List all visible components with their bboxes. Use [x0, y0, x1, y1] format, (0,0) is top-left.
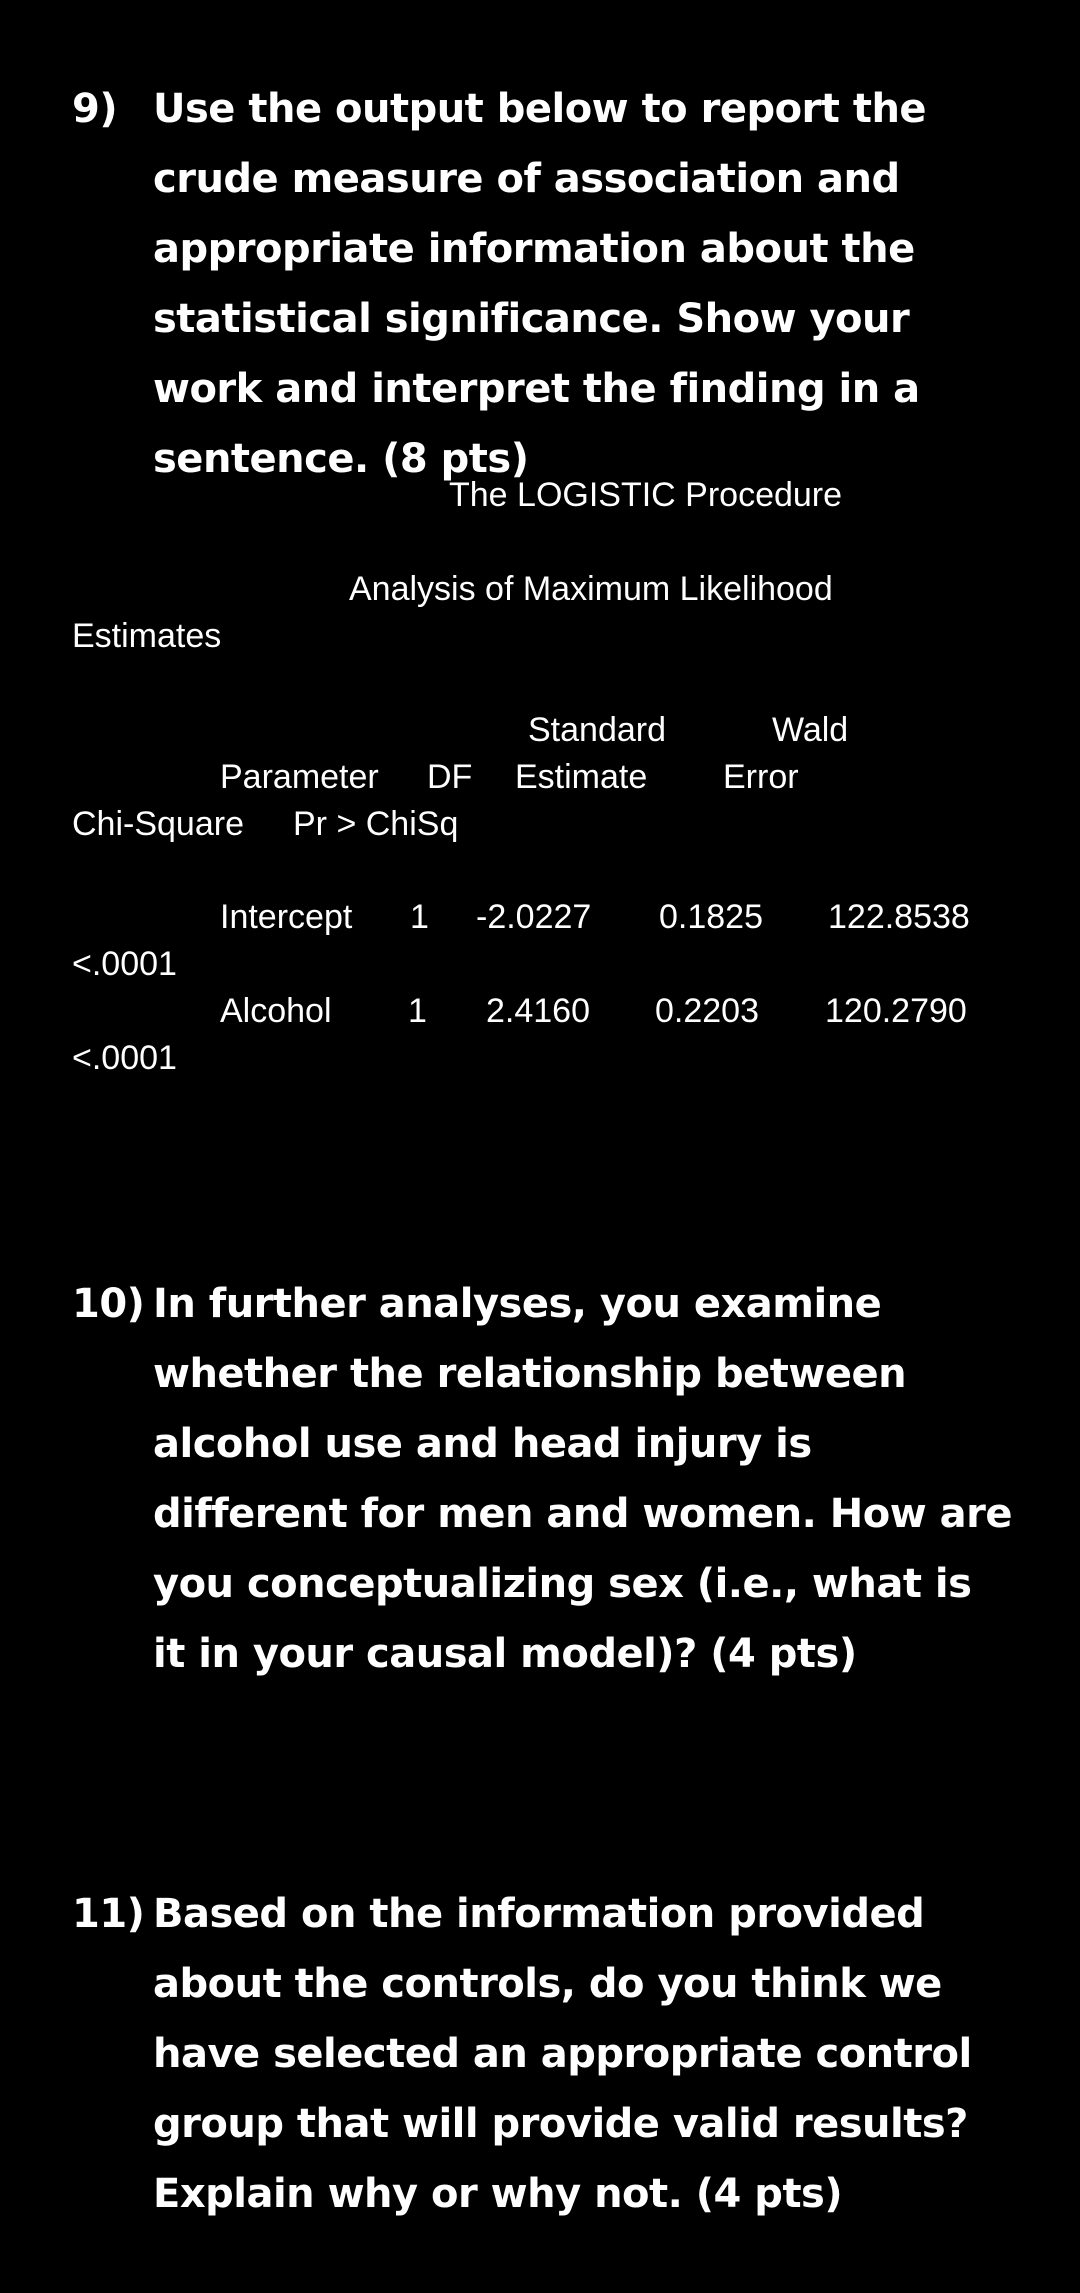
header-wald: Wald	[772, 711, 849, 749]
header-estimate: Estimate	[515, 758, 648, 796]
analysis-title-wrap: Estimates	[72, 617, 222, 655]
row-std-error: 0.1825	[659, 898, 763, 936]
question-9-number: 9)	[72, 86, 118, 132]
row-df: 1	[408, 992, 427, 1030]
row-estimate: -2.0227	[476, 898, 592, 936]
question-10-number: 10)	[72, 1281, 145, 1327]
header-parameter: Parameter	[220, 758, 379, 796]
header-error: Error	[723, 758, 799, 796]
header-pr-chisq: Pr > ChiSq	[293, 805, 459, 843]
question-11-number: 11)	[72, 1891, 145, 1937]
row-p-value: <.0001	[72, 945, 177, 983]
question-9-text: Use the output below to report the crude measure of association and appropriate information about the statistical significance. Show your work and interpret the finding in a sentence. (8 pts)	[153, 86, 927, 482]
question-11	[72, 1879, 1012, 2229]
header-chi-square: Chi-Square	[72, 805, 244, 843]
question-10-text: In further analyses, you examine whether the relationship between alcohol use and head injury is different for men and women. How are you conceptualizing sex (i.e., what is it in your causal model)? (4 pts)	[153, 1281, 1012, 1677]
question-9	[72, 74, 1012, 494]
procedure-title: The LOGISTIC Procedure	[449, 476, 843, 514]
row-df: 1	[410, 898, 429, 936]
row-std-error: 0.2203	[655, 992, 759, 1030]
row-wald-chisq: 120.2790	[825, 992, 967, 1030]
row-parameter: Alcohol	[220, 992, 332, 1030]
question-10	[72, 1269, 1012, 1689]
header-standard: Standard	[528, 711, 666, 749]
question-11-text: Based on the information provided about the controls, do you think we have selected an appropriate control group that will provide valid results? Explain why or why not. (4 pts)	[153, 1891, 972, 2217]
row-estimate: 2.4160	[486, 992, 590, 1030]
analysis-title: Analysis of Maximum Likelihood	[349, 570, 833, 608]
header-df: DF	[427, 758, 473, 796]
row-wald-chisq: 122.8538	[828, 898, 970, 936]
row-p-value: <.0001	[72, 1039, 177, 1077]
row-parameter: Intercept	[220, 898, 353, 936]
